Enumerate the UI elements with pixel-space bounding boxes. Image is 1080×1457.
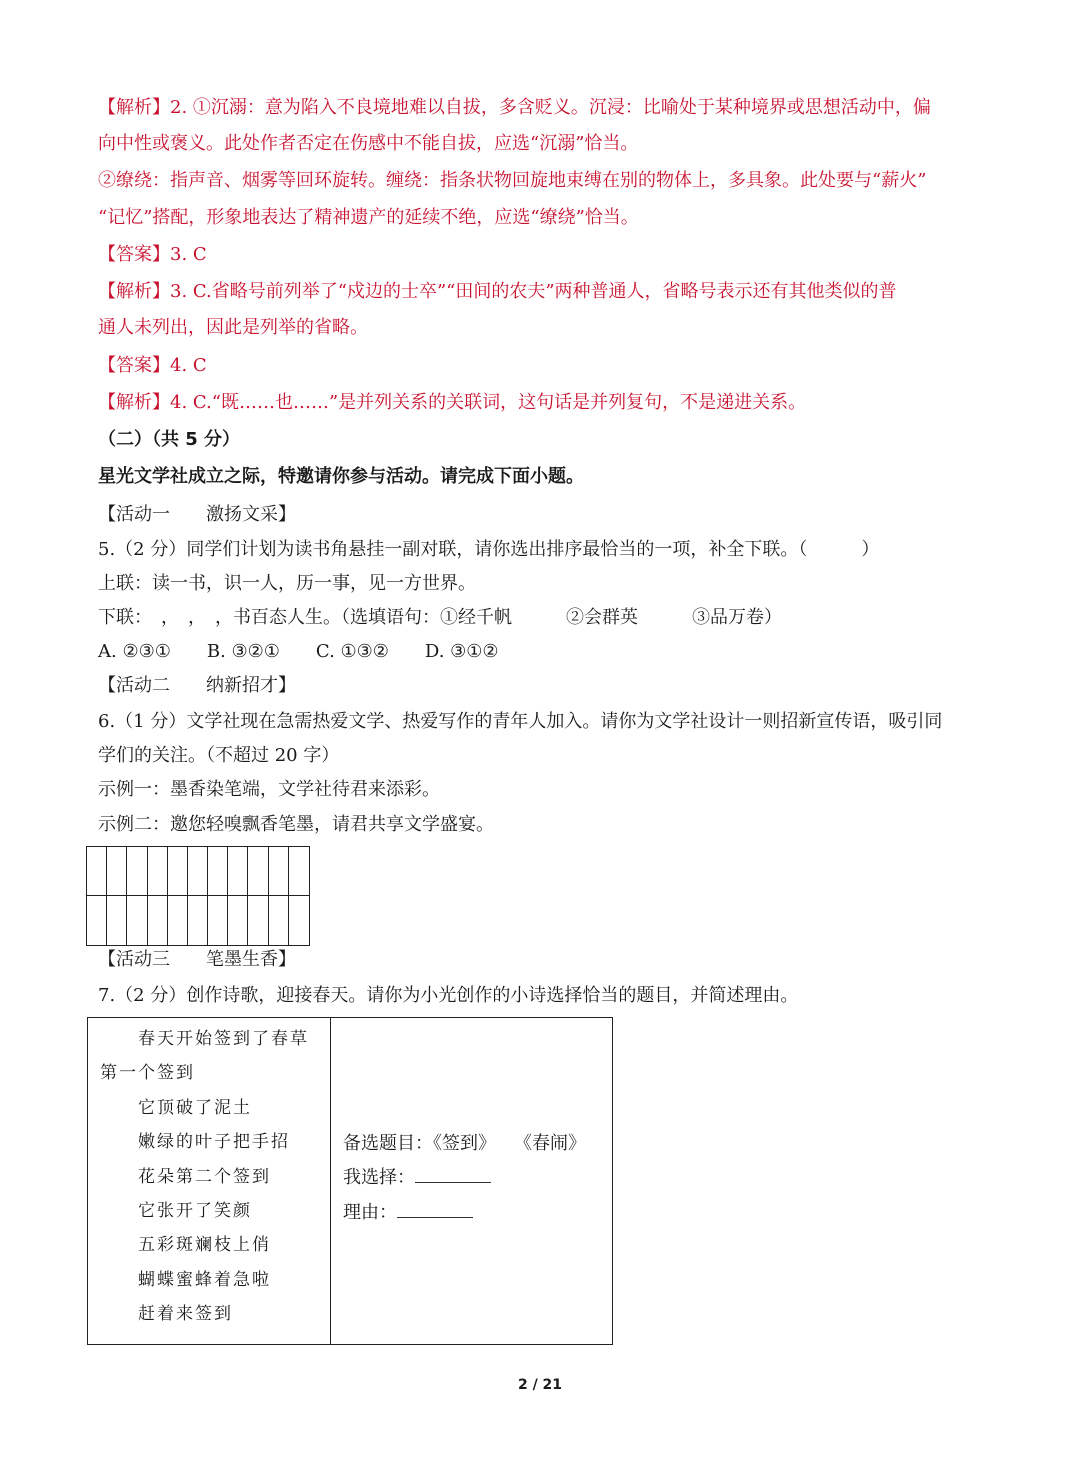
text-line: 【活动二 纳新招才】 — [98, 675, 296, 696]
grid-cell[interactable] — [188, 896, 208, 945]
reason-label: 理由： — [343, 1202, 397, 1223]
text-line: 【答案】4. C — [98, 355, 207, 376]
text-line: 示例一：墨香染笔端，文学社待君来添彩。 — [98, 779, 440, 800]
activity-3-heading: 【活动三 笔墨生香】 — [98, 949, 296, 970]
text-line: A. ②③① B. ③②① C. ①③② D. ③①② — [98, 641, 499, 662]
grid-cell[interactable] — [87, 847, 107, 896]
grid-cell[interactable] — [168, 896, 188, 945]
choice-line[interactable] — [343, 1164, 491, 1192]
choice-label: 我选择： — [343, 1167, 415, 1188]
text-line: 上联：读一书，识一人，历一事，见一方世界。 — [98, 573, 476, 594]
grid-cell[interactable] — [269, 847, 289, 896]
grid-cell[interactable] — [208, 847, 228, 896]
text-line: 星光文学社成立之际，特邀请你参与活动。请完成下面小题。 — [98, 466, 584, 487]
text-line: 下联： ， ， ，书百态人生。（选填语句：①经千帆 ②会群英 ③品万卷） — [98, 607, 782, 628]
grid-cell[interactable] — [228, 896, 248, 945]
text-line: （二）（共 5 分） — [98, 429, 241, 450]
text-line: 【活动一 激扬文采】 — [98, 504, 296, 525]
text-line: “记忆”搭配，形象地表达了精神遗产的延续不绝，应选“缭绕”恰当。 — [98, 207, 639, 228]
grid-cell[interactable] — [289, 896, 309, 945]
answer-grid[interactable] — [86, 846, 310, 946]
poem-line: 它张开了笑颜 — [138, 1201, 252, 1221]
question-7: 7.（2 分）创作诗歌，迎接春天。请你为小光创作的小诗选择恰当的题目，并简述理由。 — [98, 985, 799, 1006]
grid-cell[interactable] — [107, 847, 127, 896]
grid-cell[interactable] — [148, 847, 168, 896]
poem-line: 蝴蝶蜜蜂着急啦 — [138, 1270, 271, 1290]
poem-line: 春天开始签到了春草 — [138, 1029, 309, 1049]
text-line: 示例二：邀您轻嗅飘香笔墨，请君共享文学盛宴。 — [98, 814, 494, 835]
text-line: 6.（1 分）文学社现在急需热爱文学、热爱写作的青年人加入。请你为文学社设计一则招新宣传语，吸引同 — [98, 711, 943, 732]
poem-line: 赶着来签到 — [138, 1304, 233, 1324]
poem-line: 嫩绿的叶子把手招 — [138, 1132, 290, 1152]
text-line: ②缭绕：指声音、烟雾等回环旋转。缠绕：指条状物回旋地束缚在别的物体上，多具象。此处要与“薪火” — [98, 170, 927, 191]
poem-line: 它顶破了泥土 — [138, 1098, 252, 1118]
text-line: 【答案】3. C — [98, 244, 207, 265]
page-number: 2 / 21 — [517, 1377, 563, 1393]
text-line: 【解析】4. C.“既……也……”是并列关系的关联词，这句话是并列复句，不是递进关系。 — [98, 392, 807, 413]
poem-table — [87, 1017, 613, 1345]
grid-cell[interactable] — [228, 847, 248, 896]
choice-blank[interactable] — [415, 1164, 491, 1183]
reason-line[interactable] — [343, 1199, 473, 1227]
poem-line: 五彩斑斓枝上俏 — [138, 1235, 271, 1255]
text-line: 学们的关注。（不超过 20 字） — [98, 745, 340, 766]
grid-cell[interactable] — [248, 896, 268, 945]
grid-cell[interactable] — [188, 847, 208, 896]
grid-cell[interactable] — [107, 896, 127, 945]
grid-cell[interactable] — [148, 896, 168, 945]
grid-cell[interactable] — [289, 847, 309, 896]
poem-line: 花朵第二个签到 — [138, 1167, 271, 1187]
text-line: 通人未列出，因此是列举的省略。 — [98, 317, 368, 338]
grid-cell[interactable] — [168, 847, 188, 896]
grid-cell[interactable] — [87, 896, 107, 945]
grid-cell[interactable] — [269, 896, 289, 945]
text-line: 向中性或褒义。此处作者否定在伤感中不能自拔，应选“沉溺”恰当。 — [98, 133, 639, 154]
grid-cell[interactable] — [127, 847, 147, 896]
grid-cell[interactable] — [208, 896, 228, 945]
grid-cell[interactable] — [248, 847, 268, 896]
poem-line: 第一个签到 — [100, 1063, 195, 1083]
text-line: 【解析】3. C.省略号前列举了“戍边的士卒”“田间的农夫”两种普通人，省略号表示还有其他类似的普 — [98, 281, 897, 302]
text-line: 5.（2 分）同学们计划为读书角悬挂一副对联，请你选出排序最恰当的一项，补全下联。（ ） — [98, 539, 880, 560]
reason-blank[interactable] — [397, 1199, 473, 1218]
title-options: 备选题目：《签到》 《春闹》 — [343, 1133, 586, 1154]
text-line: 【解析】2. ①沉溺：意为陷入不良境地难以自拔，多含贬义。沉浸：比喻处于某种境界或思想活动中，偏 — [98, 97, 931, 118]
grid-cell[interactable] — [127, 896, 147, 945]
poem-column — [88, 1018, 331, 1344]
